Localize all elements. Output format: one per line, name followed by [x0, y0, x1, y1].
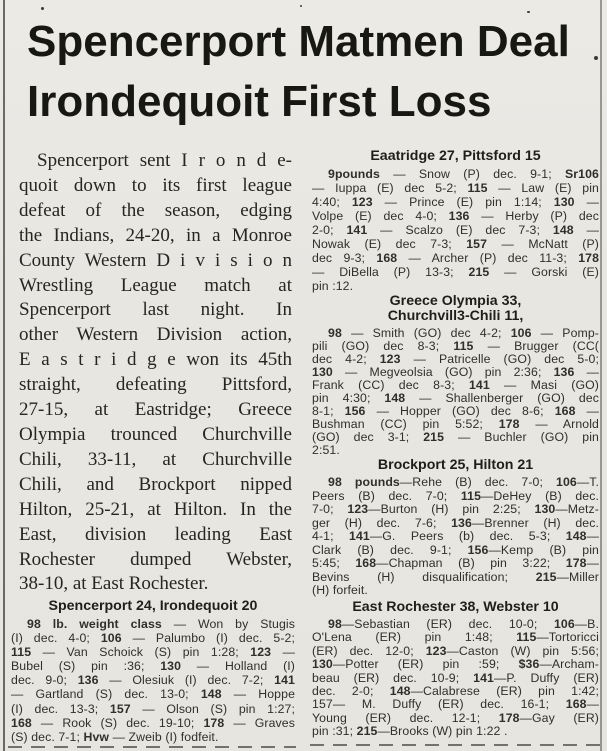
- text-segment: County Western D i v i s i o n: [19, 249, 292, 271]
- text-segment: Young (ER) dec. 12-1;: [312, 711, 499, 725]
- text-line: [19, 149, 292, 174]
- text-segment: 148: [565, 530, 587, 543]
- text-segment: 2:51.: [312, 444, 340, 457]
- text-line: [312, 265, 599, 279]
- text-line: [19, 498, 292, 523]
- text-segment: pin 4:30;: [312, 392, 385, 405]
- text-segment: other Western Division action,: [19, 324, 292, 346]
- text-segment: 215: [356, 725, 378, 739]
- text-segment: dec 4-2;: [312, 353, 380, 366]
- text-line: [19, 373, 292, 398]
- box-score-body: [312, 327, 599, 457]
- text-line: [312, 490, 599, 504]
- text-segment: 4-1;: [312, 530, 350, 543]
- text-segment: $36: [518, 658, 540, 672]
- text-segment: defeat of the season, edging: [19, 199, 292, 221]
- text-segment: Churchvill3-Chili 11,: [387, 308, 524, 324]
- text-segment: quoit down to its first league: [19, 174, 292, 196]
- text-segment: — Gartland (S) dec. 13-0;: [11, 687, 201, 702]
- text-segment: 130: [312, 658, 333, 672]
- headline-line-2: Irondequoit First Loss: [27, 77, 492, 126]
- text-line: [312, 584, 599, 598]
- text-segment: dec. 9-0;: [11, 673, 78, 688]
- text-segment: — Archer (P) dec 11-3;: [397, 251, 579, 265]
- column-rule-left: [3, 0, 5, 751]
- text-line: [19, 572, 292, 597]
- text-segment: 123: [351, 195, 373, 209]
- text-segment: —Calabrese (ER) pin 1:42;: [410, 685, 599, 699]
- text-segment: (I) dec. 4-0;: [11, 631, 101, 646]
- box-score-heading: [312, 600, 599, 615]
- text-line: [11, 702, 295, 716]
- text-segment: 98: [328, 618, 342, 631]
- text-segment: —: [575, 405, 599, 418]
- ink-speck: [300, 5, 302, 7]
- box-score-heading: [312, 294, 599, 324]
- text-segment: 115: [460, 489, 482, 503]
- text-segment: — Scalzo (E) dec 7-3;: [367, 223, 553, 237]
- text-segment: 215: [535, 570, 557, 584]
- text-segment: beau (ER) dec. 10-9;: [312, 671, 474, 685]
- text-segment: 141: [274, 673, 295, 688]
- text-segment: —Gay (ER): [519, 711, 599, 725]
- text-segment: dec. 2-0;: [312, 685, 390, 699]
- text-line: [312, 503, 599, 517]
- text-line: [312, 309, 599, 324]
- text-segment: 123: [425, 644, 447, 658]
- text-segment: —Miller: [556, 570, 599, 584]
- text-segment: 215: [423, 431, 445, 444]
- text-line: [312, 181, 599, 195]
- text-segment: Wrestling League match at: [19, 274, 292, 296]
- text-segment: ger (H) dec. 7-6;: [312, 516, 452, 530]
- text-line: [312, 476, 599, 490]
- text-segment: 106: [553, 618, 575, 631]
- box-score-spencerport-irondequoit: [11, 599, 295, 744]
- text-segment: — Rook (S) dec. 19-10;: [31, 715, 204, 730]
- text-line: [312, 392, 599, 405]
- text-segment: —Tortoricci: [536, 631, 599, 645]
- text-segment: East, division leading East: [19, 523, 292, 545]
- text-line: [19, 523, 292, 548]
- text-line: [312, 645, 599, 658]
- text-segment: Spencerport last night. In: [19, 299, 292, 321]
- text-segment: Bubel (S) pin :36;: [11, 659, 161, 674]
- text-segment: — Law (E) pin: [487, 181, 599, 195]
- text-segment: 148: [552, 223, 574, 237]
- text-line: [19, 274, 292, 299]
- text-line: [312, 223, 599, 237]
- text-segment: — Masi (GO): [489, 379, 599, 392]
- text-segment: — Olesiuk (I) dec. 7-2;: [98, 673, 275, 688]
- text-segment: (ER) dec. 12-0;: [312, 644, 426, 658]
- text-segment: —Metz-: [555, 503, 599, 516]
- text-segment: — Hopper (GO) dec 8-6;: [365, 405, 555, 418]
- text-segment: 98: [328, 327, 342, 340]
- text-segment: 148: [200, 687, 222, 702]
- text-segment: — Smith (GO) dec 4-2;: [341, 327, 511, 340]
- text-segment: 115: [11, 645, 32, 660]
- text-segment: 106: [510, 327, 532, 340]
- text-segment: Volpe (E) dec 4-0;: [312, 209, 449, 223]
- text-segment: —: [574, 366, 599, 379]
- text-line: [312, 725, 599, 738]
- text-line: [312, 294, 599, 309]
- ink-speck: [41, 7, 44, 10]
- text-line: [312, 431, 599, 444]
- text-line: [11, 617, 295, 631]
- text-segment: 136: [448, 209, 470, 223]
- text-segment: Rochester dumped Webster,: [19, 548, 292, 570]
- text-segment: — DiBella (P) 13-3;: [312, 265, 469, 279]
- text-line: [312, 672, 599, 685]
- text-segment: 123: [347, 503, 369, 516]
- text-line: [19, 448, 292, 473]
- text-line: [312, 327, 599, 340]
- text-segment: 148: [384, 392, 406, 405]
- text-line: [312, 658, 599, 671]
- text-segment: (GO) dec 3-1;: [312, 431, 424, 444]
- text-segment: 38-10, at East Rochester.: [19, 573, 209, 595]
- text-segment: —: [586, 698, 599, 712]
- text-segment: —B.: [574, 618, 599, 631]
- text-line: [19, 348, 292, 373]
- text-segment: —Potter (ER) pin :59;: [332, 658, 519, 672]
- box-score-heading: [11, 599, 295, 614]
- text-segment: — Pomp-: [531, 327, 599, 340]
- text-segment: 5:45;: [312, 557, 356, 570]
- text-line: [19, 323, 292, 348]
- text-line: [312, 353, 599, 366]
- text-segment: (H) forfeit.: [312, 584, 368, 597]
- text-line: [19, 423, 292, 448]
- text-segment: — Snow (P) dec. 9-1;: [379, 167, 565, 181]
- text-line: [312, 618, 599, 631]
- text-segment: —Caston (W) pin 5:56;: [446, 644, 599, 658]
- article-body: [19, 149, 292, 597]
- box-score-body: [312, 167, 599, 293]
- text-segment: 178: [578, 251, 599, 265]
- ink-speck: [527, 11, 530, 13]
- text-line: [312, 251, 599, 265]
- text-line: [312, 631, 599, 644]
- text-segment: — Brugger (CC(: [473, 340, 599, 353]
- text-segment: — Olson (S) pin 1:27;: [130, 701, 295, 716]
- text-segment: 156: [344, 405, 366, 418]
- text-segment: Hilton, 25-21, at Hilton. In the: [19, 498, 292, 520]
- text-segment: —: [586, 557, 599, 570]
- text-segment: Chili, and Brockport nipped: [19, 473, 292, 495]
- text-segment: Sr106: [564, 167, 599, 181]
- text-segment: — Holland (I): [181, 659, 295, 674]
- text-segment: Clark (B) dec. 9-1;: [312, 543, 468, 557]
- text-segment: —Brenner (H) dec.: [471, 516, 599, 530]
- text-line: [312, 209, 599, 223]
- text-segment: 157— M. Duffy (ER) dec. 16-1;: [312, 698, 566, 712]
- text-segment: 178: [203, 715, 225, 730]
- text-line: [19, 473, 292, 498]
- text-segment: 123: [379, 353, 401, 366]
- text-segment: — Megveolsia (GO) pin 2:36;: [332, 366, 554, 379]
- box-score-heading: [312, 149, 599, 164]
- text-segment: — Hoppe: [221, 687, 295, 702]
- text-segment: 4:40;: [312, 195, 352, 209]
- text-segment: 8-1;: [312, 405, 345, 418]
- text-line: [19, 548, 292, 573]
- text-segment: 27-15, at Eastridge; Greece: [19, 399, 292, 421]
- text-segment: —DeHey (B) dec.: [481, 489, 599, 503]
- text-line: [312, 366, 599, 379]
- text-segment: 148: [389, 685, 411, 699]
- text-segment: —G. Peers (b) dec. 5-3;: [369, 530, 566, 543]
- text-segment: Bevins (H) disqualification;: [312, 570, 536, 584]
- text-segment: 106: [556, 476, 577, 489]
- text-segment: 141: [346, 223, 368, 237]
- text-segment: 156: [467, 543, 489, 557]
- text-segment: — Herby (P) dec: [469, 209, 599, 223]
- text-segment: — McNatt (P): [487, 237, 599, 251]
- text-line: [312, 530, 599, 544]
- text-segment: —: [573, 223, 599, 237]
- text-line: [19, 398, 292, 423]
- text-segment: — Van Schoick (S) pin 1:28;: [31, 645, 251, 660]
- text-line: [312, 444, 599, 457]
- text-line: [11, 659, 295, 673]
- text-segment: — Graves: [224, 715, 295, 730]
- text-segment: 157: [109, 701, 131, 716]
- text-segment: O'Lena (ER) pin 1:48;: [312, 631, 517, 645]
- text-line: [312, 557, 599, 571]
- text-segment: — Palumbo (I) dec. 5-2;: [121, 631, 295, 646]
- text-segment: (I) dec. 13-3;: [11, 701, 110, 716]
- text-segment: 178: [498, 711, 520, 725]
- text-segment: Nowak (E) dec 7-3;: [312, 237, 467, 251]
- text-line: [312, 600, 599, 615]
- text-segment: —Archam-: [539, 658, 599, 672]
- text-segment: —Kemp (B) pin: [488, 543, 599, 557]
- text-segment: —: [586, 530, 599, 543]
- text-segment: pili (GO) dec 8-3;: [312, 340, 454, 353]
- text-segment: 130: [553, 195, 575, 209]
- text-line: [11, 645, 295, 659]
- text-segment: Olympia trounced Churchville: [19, 423, 292, 445]
- text-segment: 215: [468, 265, 490, 279]
- text-segment: 141: [349, 530, 370, 543]
- text-segment: —: [271, 645, 295, 660]
- text-segment: Spencerport 24, Irondequoit 20: [48, 598, 258, 614]
- text-segment: Eaatridge 27, Pittsford 15: [370, 148, 541, 164]
- text-segment: 136: [451, 516, 472, 530]
- text-segment: dec 9-3;: [312, 251, 377, 265]
- text-line: [312, 340, 599, 353]
- text-segment: 168: [565, 698, 587, 712]
- text-segment: Hvw: [83, 729, 110, 744]
- text-line: [312, 698, 599, 711]
- text-line: [312, 517, 599, 531]
- text-line: [312, 685, 599, 698]
- text-segment: the Indians, 24-20, in a Monroe: [19, 224, 292, 246]
- text-segment: 123: [250, 645, 272, 660]
- box-score-east-rochester-webster: [312, 600, 599, 739]
- text-segment: pin :12.: [312, 279, 354, 293]
- text-segment: 141: [473, 671, 494, 685]
- text-line: [312, 149, 599, 164]
- text-segment: — Zweib (I) fodfeit.: [109, 729, 219, 744]
- text-segment: (S) dec. 7-1;: [11, 729, 84, 744]
- text-line: [312, 167, 599, 181]
- box-score-body: [312, 476, 599, 598]
- text-segment: — Won by Stugis: [161, 617, 295, 631]
- text-segment: —Rehe (B) dec. 7-0;: [399, 476, 556, 489]
- text-line: [312, 195, 599, 209]
- box-score-body: [11, 617, 295, 744]
- box-score-body: [312, 618, 599, 739]
- dashed-divider-left: [8, 746, 296, 748]
- text-segment: Peers (B) dec. 7-0;: [312, 489, 461, 503]
- text-segment: 9pounds: [328, 167, 380, 181]
- column-rule-right: [600, 0, 602, 751]
- text-line: [11, 599, 295, 614]
- text-segment: — Gorski (E): [489, 265, 599, 279]
- text-segment: —T.: [576, 476, 599, 489]
- text-segment: —Brooks (W) pin 1:22 .: [377, 725, 508, 739]
- text-line: [19, 298, 292, 323]
- text-segment: 157: [466, 237, 488, 251]
- text-segment: 178: [565, 557, 587, 570]
- text-segment: Greece Olympia 33,: [389, 293, 522, 309]
- text-line: [11, 673, 295, 687]
- text-line: [11, 716, 295, 730]
- text-line: [312, 405, 599, 418]
- text-segment: 98 lb. weight class: [27, 617, 162, 631]
- text-segment: 168: [11, 715, 32, 730]
- text-segment: East Rochester 38, Webster 10: [352, 599, 559, 615]
- text-line: [312, 571, 599, 585]
- text-segment: 136: [553, 366, 575, 379]
- text-segment: Brockport 25, Hilton 21: [377, 457, 534, 473]
- headline-line-1: Spencerport Matmen Deal: [27, 17, 570, 66]
- text-segment: Bushman (CC) pin 5:52;: [312, 418, 499, 431]
- text-segment: 115: [453, 340, 474, 353]
- text-line: [11, 730, 295, 744]
- text-segment: 168: [376, 251, 398, 265]
- text-segment: 141: [468, 379, 490, 392]
- text-segment: 2-0;: [312, 223, 347, 237]
- text-segment: 130: [534, 503, 556, 516]
- text-segment: 98 pounds: [328, 476, 400, 489]
- text-segment: 130: [312, 366, 333, 379]
- text-segment: straight, defeating Pittsford,: [19, 374, 292, 396]
- text-segment: 168: [355, 557, 377, 570]
- text-segment: 7-0;: [312, 503, 348, 516]
- text-line: [312, 379, 599, 392]
- text-segment: — Arnold: [519, 418, 599, 431]
- text-line: [19, 174, 292, 199]
- text-line: [312, 237, 599, 251]
- text-segment: 136: [77, 673, 99, 688]
- text-segment: 168: [554, 405, 576, 418]
- text-line: [312, 458, 599, 473]
- text-segment: Spencerport sent I r o n d e-: [37, 150, 292, 171]
- box-score-brockport-hilton: [312, 458, 599, 598]
- text-segment: —Chapman (B) pin 3:22;: [376, 557, 566, 570]
- text-segment: —Burton (H) pin 2:25;: [368, 503, 535, 516]
- text-segment: 178: [498, 418, 520, 431]
- box-score-greece-olympia-churchville-chili: [312, 294, 599, 457]
- text-segment: 130: [160, 659, 182, 674]
- text-segment: pin :31;: [312, 725, 357, 739]
- text-segment: — Shallenberger (GO) dec: [405, 392, 599, 405]
- text-segment: — Buchler (GO) pin: [444, 431, 599, 444]
- headline: [27, 12, 599, 132]
- text-line: [19, 199, 292, 224]
- text-segment: E a s t r i d g e won its 45th: [19, 349, 292, 371]
- ink-speck: [594, 56, 598, 60]
- text-segment: 115: [467, 181, 488, 195]
- text-segment: 115: [516, 631, 537, 645]
- text-segment: —: [574, 195, 599, 209]
- text-segment: — Prince (E) pin 1:14;: [372, 195, 554, 209]
- text-segment: Frank (CC) dec 8-3;: [312, 379, 469, 392]
- text-segment: — Patricelle (GO) dec 5-0;: [400, 353, 599, 366]
- text-segment: —Sebastian (ER) dec. 10-0;: [341, 618, 554, 631]
- text-line: [19, 249, 292, 274]
- text-line: [312, 544, 599, 558]
- text-line: [11, 631, 295, 645]
- text-line: [19, 224, 292, 249]
- text-segment: — Iuppa (E) dec 5-2;: [312, 181, 468, 195]
- text-line: [312, 418, 599, 431]
- text-line: [312, 712, 599, 725]
- text-line: [312, 279, 599, 293]
- box-score-eastridge-pittsford: [312, 149, 599, 293]
- text-segment: —P. Duffy (ER): [493, 671, 599, 685]
- text-segment: 106: [100, 631, 122, 646]
- dashed-divider-right: [310, 744, 600, 746]
- text-segment: Chili, 33-11, at Churchville: [19, 448, 292, 470]
- box-score-heading: [312, 458, 599, 473]
- text-line: [11, 687, 295, 701]
